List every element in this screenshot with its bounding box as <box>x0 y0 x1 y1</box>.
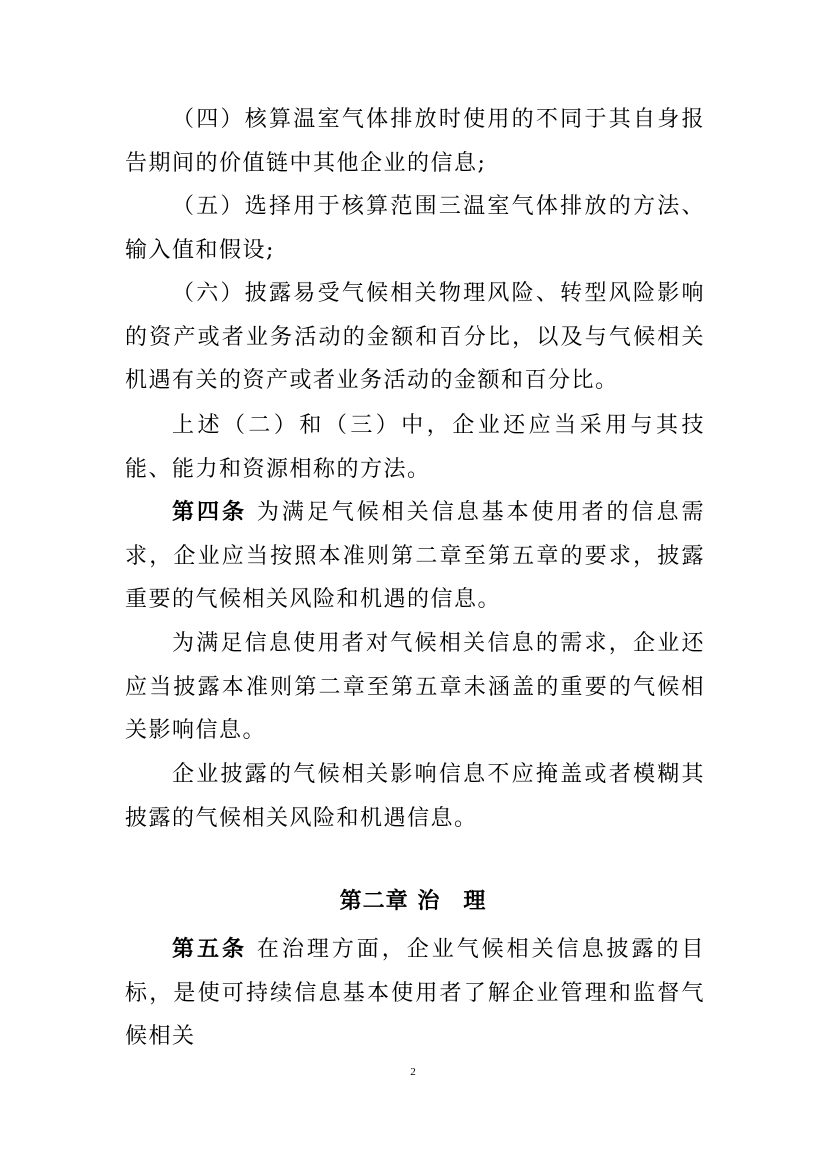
page-number: 2 <box>410 1066 416 1078</box>
article-4 <box>125 491 705 622</box>
chapter-heading: 第二章 治 理 <box>339 888 487 914</box>
paragraph-summary: 上述（二）和（三）中，企业还应当采用与其技能、能力和资源相称的方法。 <box>125 413 705 482</box>
article-4-text: 为满足气候相关信息基本使用者的信息需求，企业应当按照本准则第二章至第五章的要求，披露重要的气候相关风险和机遇的信息。 <box>125 500 705 613</box>
paragraph-item-4: （四）核算温室气体排放时使用的不同于其自身报告期间的价值链中其他企业的信息; <box>125 107 705 176</box>
paragraph-impact-info: 企业披露的气候相关影响信息不应掩盖或者模糊其披露的气候相关风险和机遇信息。 <box>125 762 705 831</box>
paragraph-info-needs: 为满足信息使用者对气候相关信息的需求，企业还应当披露本准则第二章至第五章未涵盖的重要的气候相关影响信息。 <box>125 631 705 744</box>
article-4-label: 第四条 <box>172 499 247 525</box>
article-5-label: 第五条 <box>172 936 247 962</box>
paragraph-item-5: （五）选择用于核算范围三温室气体排放的方法、输入值和假设; <box>125 194 705 263</box>
article-5 <box>125 928 705 1059</box>
paragraph-item-6: （六）披露易受气候相关物理风险、转型风险影响的资产或者业务活动的金额和百分比，以及与气候相关机遇有关的资产或者业务活动的金额和百分比。 <box>125 281 705 394</box>
article-5-text: 在治理方面，企业气候相关信息披露的目标，是使可持续信息基本使用者了解企业管理和监督气候相关 <box>125 937 705 1050</box>
